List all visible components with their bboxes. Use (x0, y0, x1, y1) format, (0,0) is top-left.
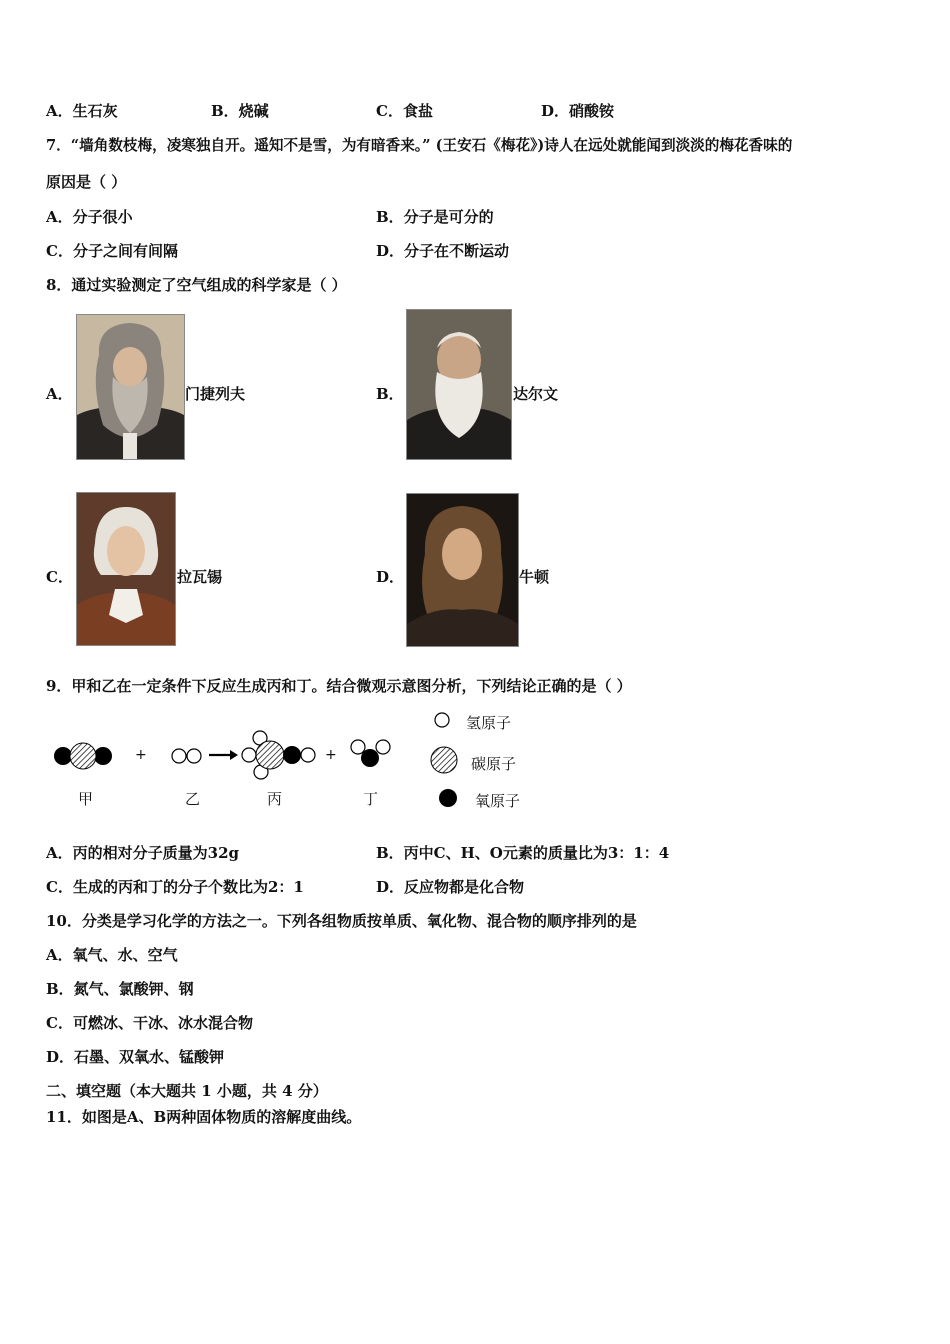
q8-option-b-letter: B． (376, 385, 404, 403)
molecule-yi (172, 749, 201, 763)
portrait-darwin (406, 309, 512, 460)
q7-option-c: C．分子之间有间隔 (46, 242, 178, 260)
q7-option-d: D．分子在不断运动 (376, 242, 510, 260)
q7-option-a: A．分子很小 (46, 208, 133, 226)
legend-carbon-label: 碳原子 (471, 755, 517, 773)
q7-option-b: B．分子是可分的 (376, 208, 494, 226)
q6-option-c: C．食盐 (376, 102, 433, 120)
legend-hydrogen-label: 氢原子 (466, 714, 512, 732)
q10-stem: 10．分类是学习化学的方法之一。下列各组物质按单质、氧化物、混合物的顺序排列的是 (46, 912, 637, 930)
portrait-newton (406, 493, 519, 647)
reaction-arrow (209, 750, 238, 760)
q6-option-a: A．生石灰 (46, 102, 118, 120)
q9-option-c: C．生成的丙和丁的分子个数比为2：1 (46, 878, 304, 896)
q8-option-d-name: 牛顿 (519, 568, 550, 586)
molecule-ding (351, 740, 390, 767)
q8-option-b-name: 达尔文 (513, 385, 559, 403)
plus-sign-2: + (325, 747, 337, 763)
q7-stem-line1: 7．“墙角数枝梅，凌寒独自开。遥知不是雪，为有暗香来。” (王安石《梅花》)诗人在远处就能闻到淡淡的梅花香味的 (46, 137, 793, 154)
section-2-title: 二、填空题（本大题共 1 小题，共 4 分） (46, 1082, 328, 1100)
legend-hydrogen-symbol (435, 713, 449, 727)
legend-carbon-symbol (431, 747, 457, 773)
q7-stem-line2: 原因是（ ） (46, 173, 127, 191)
portrait-mendeleev (76, 314, 185, 460)
q6-option-d: D．硝酸铵 (541, 102, 615, 120)
label-jia: 甲 (78, 790, 94, 808)
q8-option-c-name: 拉瓦锡 (177, 568, 223, 586)
q10-option-b: B．氮气、氯酸钾、钢 (46, 980, 194, 998)
q9-option-d: D．反应物都是化合物 (376, 878, 525, 896)
portrait-lavoisier (76, 492, 176, 646)
q6-option-b: B．烧碱 (211, 102, 269, 120)
q8-option-d-letter: D． (376, 568, 405, 586)
q8-option-c-letter: C． (46, 568, 73, 586)
label-ding: 丁 (363, 790, 379, 808)
legend-oxygen-label: 氧原子 (475, 792, 521, 810)
q9-stem: 9．甲和乙在一定条件下反应生成丙和丁。结合微观示意图分析，下列结论正确的是（ ） (46, 677, 632, 695)
q10-option-d: D．石墨、双氧水、锰酸钾 (46, 1048, 225, 1066)
q11-stem: 11．如图是A、B两种固体物质的溶解度曲线。 (46, 1108, 362, 1126)
q10-option-a: A．氧气、水、空气 (46, 946, 178, 964)
q9-option-b: B．丙中C、H、O元素的质量比为3：1：4 (376, 844, 670, 862)
q8-option-a-letter: A． (46, 385, 73, 403)
q8-stem: 8．通过实验测定了空气组成的科学家是（ ） (46, 276, 347, 294)
label-bing: 丙 (267, 790, 283, 808)
q9-option-a: A．丙的相对分子质量为32g (46, 844, 240, 862)
label-yi: 乙 (185, 790, 201, 808)
molecule-bing (242, 731, 315, 779)
q8-option-a-name: 门捷列夫 (185, 385, 246, 403)
molecule-jia (54, 743, 112, 769)
legend-oxygen-symbol (439, 789, 457, 807)
plus-sign-1: + (135, 747, 147, 763)
q10-option-c: C．可燃冰、干冰、冰水混合物 (46, 1014, 253, 1032)
